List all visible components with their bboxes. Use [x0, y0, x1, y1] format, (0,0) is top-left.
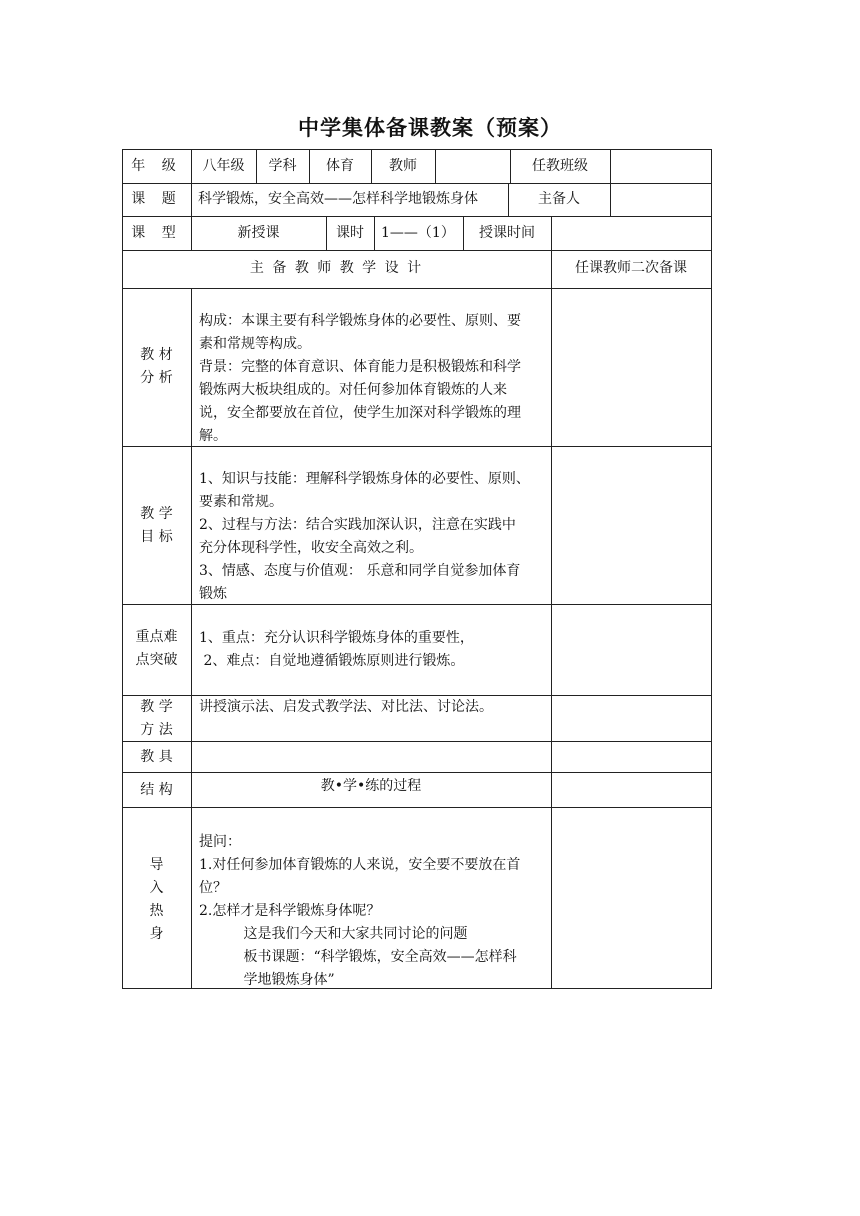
structure-value: 教•学•练的过程: [320, 778, 422, 794]
intro-label-char: 导: [149, 857, 164, 873]
objectives-label-line-1: 教 学: [140, 506, 173, 522]
methods-value: 讲授演示法、启发式教学法、对比法、讨论法。: [199, 699, 493, 715]
objectives-text: [199, 468, 549, 606]
cell-divider: [610, 149, 611, 183]
objectives-line: 1、知识与技能：理解科学锻炼身体的必要性、原则、: [199, 471, 530, 487]
analysis-line: 锻炼两大板块组成的。对任何参加体育锻炼的人来: [199, 382, 507, 398]
intro-line: 提问：: [199, 834, 241, 850]
cell-divider: [374, 216, 375, 250]
row-divider: [122, 288, 712, 289]
methods-label-line-1: 教 学: [140, 699, 173, 715]
topic-value: 科学锻炼，安全高效——怎样科学地锻炼身体: [198, 191, 478, 207]
objectives-label-line-2: 目 标: [140, 529, 173, 545]
row-divider: [122, 741, 712, 742]
cell-divider: [191, 183, 192, 216]
class-time-label: 授课时间: [479, 225, 535, 241]
lesson-type-value: 新授课: [237, 225, 280, 241]
cell-divider: [435, 149, 436, 183]
lesson-plan-table: [122, 149, 712, 989]
topic-label: 课 题: [131, 191, 182, 207]
objectives-line: 要素和常规。: [199, 494, 283, 510]
objectives-line: 2、过程与方法：结合实践加深认识，注意在实践中: [199, 517, 516, 533]
intro-label-char: 热: [149, 903, 164, 919]
row-divider: [122, 250, 712, 251]
key-point-line: 1、重点：充分认识科学锻炼身体的重要性，: [199, 630, 474, 646]
analysis-line: 背景：完整的体育意识、体育能力是积极锻炼和科学: [199, 359, 521, 375]
second-prep-heading: 任课教师二次备课: [575, 260, 687, 276]
cell-divider: [551, 216, 552, 250]
key-points-label-line-1: 重点难: [135, 629, 178, 645]
analysis-label-line-1: 教 材: [140, 347, 173, 363]
page-title: 中学集体备课教案（预案）: [298, 116, 562, 140]
label-column-divider: [191, 807, 192, 988]
intro-label-char: 身: [149, 926, 164, 942]
intro-line: 1.对任何参加体育锻炼的人来说，安全要不要放在首: [199, 857, 521, 873]
methods-label-line-2: 方 法: [140, 722, 173, 738]
row-divider: [122, 772, 712, 773]
intro-line: 2.怎样才是科学锻炼身体呢？: [199, 903, 381, 919]
objectives-line: 充分体现科学性，收安全高效之利。: [199, 540, 423, 556]
label-column-divider: [191, 288, 192, 807]
intro-line: 学地锻炼身体”: [199, 972, 335, 988]
objectives-line: 3、情感、态度与价值观： 乐意和同学自觉参加体育: [199, 563, 521, 579]
analysis-label-line-2: 分 析: [140, 370, 173, 386]
intro-text: [199, 831, 549, 992]
cell-divider: [610, 183, 611, 216]
intro-label-char: 入: [149, 880, 164, 896]
table-border-right: [711, 149, 712, 989]
notes-column-divider: [551, 288, 552, 988]
analysis-line: 素和常规等构成。: [199, 336, 311, 352]
row-divider: [122, 807, 712, 808]
objectives-line: 锻炼: [199, 586, 227, 602]
key-point-line: 2、难点：自觉地遵循锻炼原则进行锻炼。: [199, 653, 465, 669]
lesson-type-label: 课 型: [131, 225, 182, 241]
teacher-label: 教师: [389, 158, 417, 174]
row-divider: [122, 216, 712, 217]
subject-value: 体育: [326, 158, 354, 174]
key-points-label-line-2: 点突破: [135, 652, 178, 668]
grade-value: 八年级: [202, 158, 245, 174]
intro-line: 位？: [199, 880, 227, 896]
main-design-heading: 主 备 教 师 教 学 设 计: [249, 260, 424, 276]
lead-preparer-label: 主备人: [538, 191, 580, 207]
analysis-line: 解。: [199, 428, 227, 444]
class-label: 任教班级: [532, 158, 588, 174]
table-border-top: [122, 149, 712, 150]
structure-label: 结 构: [140, 782, 173, 798]
intro-line: 板书课题：“科学锻炼，安全高效——怎样科: [199, 949, 517, 965]
grade-label: 年 级: [131, 158, 182, 174]
analysis-line: 构成：本课主要有科学锻炼身体的必要性、原则、要: [199, 313, 521, 329]
analysis-line: 说，安全都要放在首位，使学生加深对科学锻炼的理: [199, 405, 521, 421]
period-label: 课时: [336, 225, 364, 241]
tools-label: 教 具: [140, 749, 173, 765]
row-divider: [122, 183, 712, 184]
subject-label: 学科: [268, 158, 297, 174]
analysis-text: [199, 310, 549, 448]
key-points-text: [199, 627, 549, 673]
period-value: 1——（1）: [381, 225, 455, 241]
intro-line: 这是我们今天和大家共同讨论的问题: [199, 926, 468, 942]
